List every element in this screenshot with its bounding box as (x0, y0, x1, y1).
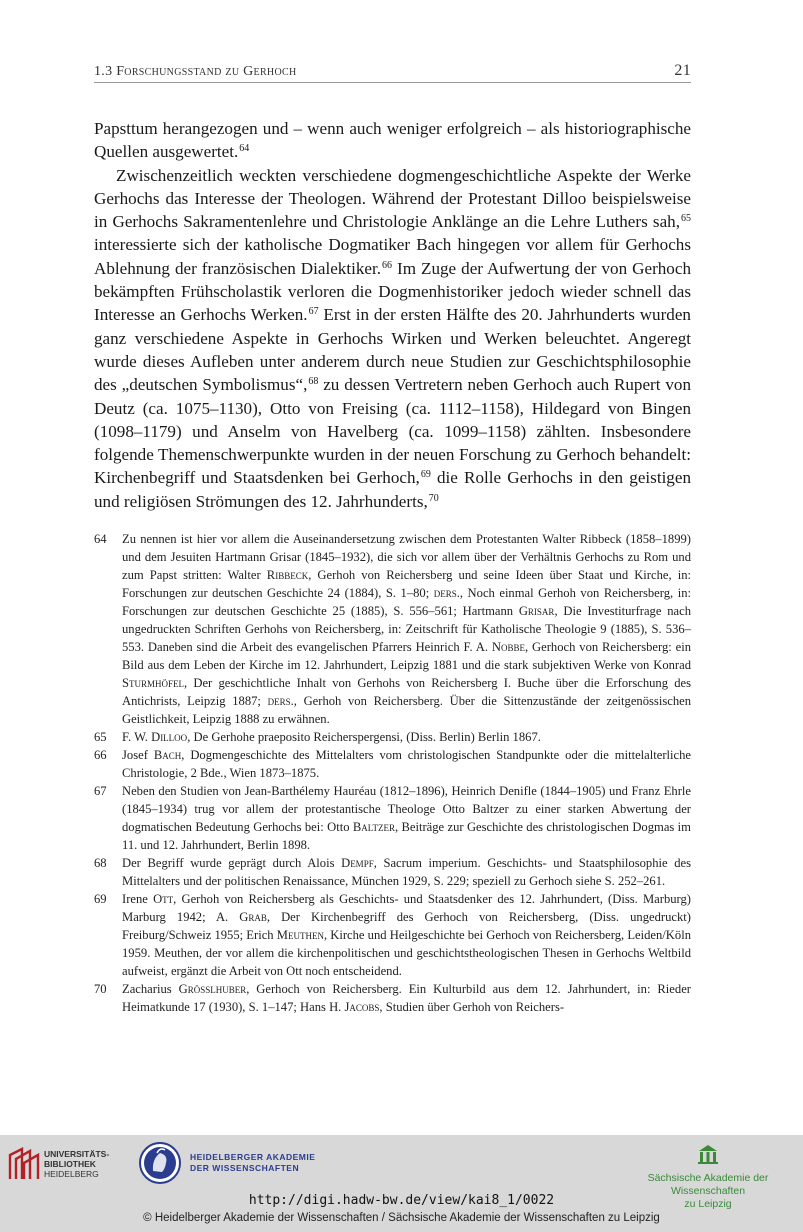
permalink-url[interactable]: http://digi.hadw-bw.de/view/kai8_1/0022 (248, 1193, 555, 1208)
author-name: Grab (239, 910, 267, 924)
ub-heidelberg-logo[interactable] (8, 1145, 109, 1183)
paragraph-2 (94, 164, 691, 513)
section-title: Forschungsstand zu Gerhoch (116, 64, 297, 79)
page-number: 21 (674, 62, 691, 79)
footnote-ref[interactable]: 69 (420, 469, 431, 481)
saxony-line-2: zu Leipzig (684, 1198, 732, 1210)
author-name: Ribbeck (266, 568, 309, 582)
footnote-text: Der Begriff wurde geprägt durch Alois Dempf, Sacrum imperium. Geschichts- und Staatsphilosophie des Mittelalters und der politischen Renaissance, München 1929, S. 229; speziell zu Gerhoch siehe S. 252–261. (122, 856, 691, 888)
section-heading (94, 64, 296, 80)
ub-line-2: BIBLIOTHEK (44, 1159, 96, 1169)
author-name: Baltzer (352, 820, 395, 834)
athena-seal-icon (138, 1141, 182, 1185)
author-name: Bach (153, 748, 182, 762)
footnote-text: Josef Bach, Dogmengeschichte des Mittelalters vom christologischen Standpunkte oder die mittelalterliche Christologie, 2 Bde., Wien 1873–1875. (122, 748, 692, 780)
paragraph-text: zu dessen Vertretern neben Gerhoch auch Rupert von Deutz (ca. 1075–1130), Otto von Freising (ca. 1112–1158), Hildegard von Bingen (1098–1179) und Anselm von Havelberg (ca. 1099–1158) zählten. Insbesondere folgende Themenschwerpunkte wurden in der neuen Forschung zu Gerhoch behandelt: Kirchenbegriff und Staatsdenken bei Gerhoch, (94, 375, 691, 488)
footnote-text: Neben den Studien von Jean-Barthélemy Hauréau (1812–1896), Heinrich Denifle (1844–1905) und Franz Ehrle (1845–1934) trug vor allem der protestantische Theologe Otto Baltzer zu einer starken Abwertung der dogmatischen Bedeutung Gerhochs bei: Otto Baltzer, Beiträge zur Geschichte des christologischen Dogmas im 11. und 12. Jahrhundert, Berlin 1898. (122, 784, 691, 852)
author-name: Dilloo (151, 730, 188, 744)
footnote-64 (94, 530, 691, 728)
ub-logo-text (44, 1149, 109, 1179)
footnote-69 (94, 890, 691, 980)
footnote-number: 65 (94, 730, 107, 744)
paragraph-1 (94, 117, 691, 164)
running-head (94, 62, 691, 80)
footnote-70 (94, 980, 691, 1016)
footnote-number: 70 (94, 982, 107, 996)
footnote-ref[interactable]: 64 (239, 143, 250, 155)
footnote-ref[interactable]: 70 (428, 492, 439, 504)
footnote-ref[interactable]: 65 (681, 213, 691, 225)
saxony-line-1: Sächsische Akademie der Wissenschaften (647, 1172, 769, 1197)
footnote-ref[interactable]: 68 (308, 376, 319, 388)
footnote-number: 66 (94, 748, 107, 762)
paragraph-text: interessierte sich der katholische Dogmatiker Bach hingegen vor allem für Gerhochs Ablehnung der französischen Dialektiker. (94, 235, 691, 278)
academy-building-icon (697, 1143, 719, 1165)
author-name: Meuthen (276, 928, 324, 942)
hadw-logo[interactable] (138, 1141, 315, 1185)
hadw-logo-text (190, 1152, 315, 1174)
footnote-text: Zu nennen ist hier vor allem die Auseinandersetzung zwischen dem Protestanten Walter Ribbeck (1858–1899) und dem Jesuiten Hartmann Grisar (1845–1932), die sich vor allem über der Verhältnis Gerhochs zu Rom und zum Papst stritten: Walter Ribbeck, Gerhoh von Reichersberg und seine Ideen über Staat und Kirche, in: Forschungen zur deutschen Geschichte 24 (1884), S. 1–80; ders., Noch einmal Gerhoh von Reichersberg, in: Forschungen zur deutschen Geschichte 25 (1885), S. 556–561; Hartmann Grisar, Die Investiturfrage nach ungedruckten Schriften Gerhohs von Reichersberg, in: Zeitschrift für Katholische Theologie 9 (1885), S. 536–553. Daneben sind die Arbeit des evangelischen Pfarrers Heinrich F. A. Nobbe, Gerhoch von Reichersberg: ein Bild aus dem Leben der Kirche im 12. Jahrhundert, Leipzig 1881 und die stark subjektiven Werke von Konrad Sturmhöfel, Der geschichtliche Inhalt von Gerhohs von Reichersberg I. Buche über die Erforschung des Antichrists, Leipzig 1887; ders., Gerhoh von Reichersberg. Über die Sittenzustände der zeitgenössischen Geistlichkeit, Leipzig 1888 zu erwähnen. (122, 532, 692, 726)
footnote-number: 69 (94, 892, 107, 906)
hadw-line-2: DER WISSENSCHAFTEN (190, 1163, 300, 1173)
author-name: Grösslhuber (178, 982, 247, 996)
ub-line-3: HEIDELBERG (44, 1169, 99, 1179)
footnote-number: 68 (94, 856, 107, 870)
footnote-number: 64 (94, 532, 107, 546)
footnote-ref[interactable]: 66 (382, 259, 393, 271)
main-text (94, 117, 691, 513)
footnote-66 (94, 746, 691, 782)
viewer-footer (0, 1135, 803, 1232)
author-name: ders. (433, 586, 460, 600)
header-divider (94, 82, 691, 83)
footnote-68 (94, 854, 691, 890)
author-name: Dempf (341, 856, 374, 870)
footnotes (94, 530, 691, 1016)
paragraph-text: Zwischenzeitlich weckten verschiedene dogmengeschichtliche Aspekte der Werke Gerhochs das Interesse der Theologen. Während der Protestant Dilloo beispielsweise in Gerhochs Sakramentenlehre und Christologie Anklänge an die Lehre Luthers sah, (94, 165, 691, 232)
author-name: Jacobs (344, 1000, 380, 1014)
author-name: ders. (267, 694, 294, 708)
paragraph-text: Erst in der ersten Hälfte des 20. Jahrhunderts wurden ganz verschiedene Aspekte in Gerhochs Wirken und Werken beleuchtet. Angeregt wurde dieses Aufleben unter anderem durch neue Studien zur Geschichtsphilosophie des „deutschen Symbolismus“, (94, 305, 691, 395)
author-name: Grisar (518, 604, 555, 618)
paragraph-text: die Rolle Gerhochs in den geistigen und religiösen Strömungen des 12. Jahrhunderts, (94, 468, 691, 511)
footnote-67 (94, 782, 691, 854)
paragraph-text: Im Zuge der Aufwertung der von Gerhoch bekämpften Frühscholastik verloren die Dogmenhistoriker jedoch wieder schnell das Interesse an Gerhochs Werken. (94, 258, 691, 325)
footnote-text: Zacharius Grösslhuber, Gerhoch von Reichersberg. Ein Kulturbild aus dem 12. Jahrhundert, in: Rieder Heimatkunde 17 (1930), S. 1–147; Hans H. Jacobs, Studien über Gerhoh von Reichers- (122, 982, 691, 1014)
ub-line-1: UNIVERSITÄTS- (44, 1149, 110, 1159)
footnote-ref[interactable]: 67 (308, 306, 319, 318)
author-name: Nobbe (491, 640, 526, 654)
author-name: Sturmhöfel (122, 676, 185, 690)
footnote-number: 67 (94, 784, 107, 798)
section-number: 1.3 (94, 64, 113, 79)
ub-building-icon (8, 1145, 40, 1183)
footnote-65 (94, 728, 691, 746)
hadw-line-1: HEIDELBERGER AKADEMIE (190, 1152, 316, 1162)
author-name: Ott (153, 892, 174, 906)
paragraph-text: Papsttum herangezogen und – wenn auch weniger erfolgreich – als historiographische Quellen ausgewertet. (94, 119, 691, 162)
footnote-text: Irene Ott, Gerhoh von Reichersberg als Geschichts- und Staatsdenker des 12. Jahrhundert, (Diss. Marburg) Marburg 1942; A. Grab, Der Kirchenbegriff des Gerhoch von Reichersberg, (Diss. ungedruckt) Freiburg/Schweiz 1955; Erich Meuthen, Kirche und Heilgeschichte bei Gerhoch von Reichersberg, Leiden/Köln 1959. Meuthen, der vor allem die kirchenpolitischen und geschichtstheologischen Thesen in Gerhochs Weltbild aufweist, ergänzt die Arbeit von Ott noch entscheidend. (122, 892, 691, 978)
footnote-text: F. W. Dilloo, De Gerhohe praeposito Reicherspergensi, (Diss. Berlin) Berlin 1867. (122, 730, 541, 744)
copyright-notice: © Heidelberger Akademie der Wissenschaften / Sächsische Akademie der Wissenschaften zu Leipzig (143, 1212, 660, 1224)
